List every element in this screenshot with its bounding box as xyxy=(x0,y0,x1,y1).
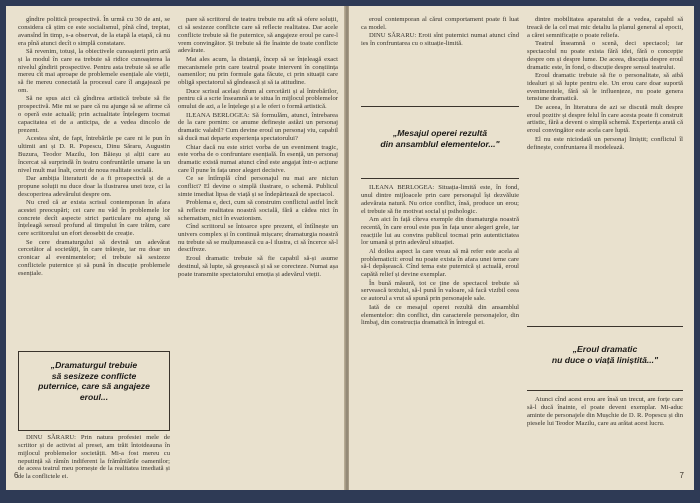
right-col1-top-text xyxy=(361,16,519,48)
paragraph: DINU SĂRARU: Prin natura profesiei mele de scriitor și de activist al presei, am trăit întotdeauna în mijlocul problemelor societății. Mi-a fost mereu cu neputință să rămîn indiferent la frămîntările oamenilor; de aceea teatrul meu pornește de la realitatea imediată și de la conflictele ei. xyxy=(18,434,170,481)
quote-line: „Eroul dramatic xyxy=(572,344,638,354)
paragraph: Să revenim, totuși, la obiectivele cunoașterii prin artă și la modul în care ea trebuie să ridice cunoașterea la nivelul gîndirii prospective. Pentru asta trebuie să se afle mereu cît mai aproape de problemele esențiale ale vieții, să fie mereu conectată la procesul care îl angajează pe om. xyxy=(18,47,170,95)
paragraph: Am aici în față cîteva exemple din dramaturgia noastră recentă, în care eroul este pus în fața unor alegeri grele, iar reacțiile lui au convins publicul tocmai prin autenticitatea lor umană și prin adevărul situației. xyxy=(361,215,519,247)
quote-line: puternice, care să angajeze xyxy=(38,381,150,392)
paragraph: De aceea, în literatura de azi se discută mult despre eroul pozitiv și despre felul în care acesta poate fi construit artistic, fără a deveni o simplă schemă. Experiența arată că eroul convingător este acela care luptă. xyxy=(527,103,683,135)
left-column-1 xyxy=(18,16,170,277)
left-col1-lower-text xyxy=(18,434,170,481)
paragraph: În bună măsură, tot ce ține de spectacol trebuie să servească textului, să-l pună în valoare, să facă vizibil ceea ce autorul a vrut să spună prin personajele sale. xyxy=(361,279,519,303)
paragraph: Al doilea aspect la care vreau să mă refer este acela al problematicii: eroul nu poate exista în afara unei teme care să-l depășească. Cînd tema este puternică și actuală, eroul capătă relief și devine exemplar. xyxy=(361,247,519,279)
right-column-2 xyxy=(527,16,683,274)
paragraph: Dar ambiția literaturii de a fi prospectivă și de a propune soluții nu duce doar la ilustrarea unei teze, ci la descoperirea adevărului despre om. xyxy=(18,174,170,198)
quote-line: nu duce o viață liniștită..." xyxy=(551,354,659,365)
paragraph: DINU SĂRARU: Eroii sînt puternici numai atunci cînd ies în confruntarea cu o situație-limită. xyxy=(361,32,519,48)
right-column-2-lower xyxy=(527,396,683,466)
paragraph: Mai ales acum, la distanță, încep să se înțeleagă exact mecanismele prin care teatrul poate interveni în conștiința oamenilor; nu prin formule gata făcute, ci prin situații care obligă spectatorul să gîndească și să ia atitudine. xyxy=(178,55,338,87)
paragraph: El nu este niciodată un personaj liniștit; conflictul îl definește, confruntarea îl modelează. xyxy=(527,135,683,151)
left-col2-text xyxy=(178,16,338,223)
paragraph: Ce se întîmplă cînd personajul nu mai are niciun conflict? El devine o simplă ilustrare, o schemă. Publicul simte imediat lipsa de viață și se îndepărtează de spectacol. xyxy=(178,175,338,199)
paragraph: dintre mobilitatea aparatului de a vedea, capabil să treacă de la cel mai mic detaliu la planul general al epocii, a cărei semnificație o poate reliefa. xyxy=(527,16,683,39)
paragraph: Se cere dramaturgului să devină un adevărat cercetător al societății, în care trăiește, iar nu doar un cronicar al evenimentelor; el trebuie să sesizeze conflictele puternice și să pună în discuție problemele esențiale. xyxy=(18,238,170,277)
right-col2-text xyxy=(527,16,683,151)
paragraph: Acestea sînt, de fapt, întrebările pe care ni le pun în ultimii ani și D. R. Popescu, Dinu Săraru, Augustin Buzura, Teodor Mazilu, Ion Băieșu și alții care au încercat să surprindă în teatru confruntările umane la un nivel mult mai înalt, cerut de noua realitate socială. xyxy=(18,135,170,174)
left-page xyxy=(6,6,348,490)
paragraph: Duce scrisul același drum al cercetării și al întrebărilor, pentru că a scrie înseamnă a te situa în mijlocul problemelor omului de azi, a le înțelege și a le oferi o formă artistică. xyxy=(178,87,338,111)
right-col1-text xyxy=(361,184,519,327)
paragraph: Cînd scriitorul se întoarce spre prezent, el întîlnește un univers complex și în continuă mișcare; dramaturgia noastră nu trebuie să se mulțumească cu a-l ilustra, ci să încerce să-l descifreze. xyxy=(178,222,338,254)
paragraph: Iată de ce mesajul operei rezultă din ansamblul elementelor: din conflict, din caracterele personajelor, din limbaj, din construcția dramatică în întregul ei. xyxy=(361,303,519,327)
right-page xyxy=(349,6,694,490)
quote-line: „Mesajul operei rezultă xyxy=(392,128,488,138)
left-column-2 xyxy=(178,16,338,468)
pull-quote-mesajul xyxy=(361,128,519,168)
page-number-right: 7 xyxy=(679,471,684,480)
paragraph: Să ne spus aici că gîndirea artistică trebuie să fie prospectivă. Mie mi se pare că nu ajunge să se afirme că o operă este actuală; prin actualitate înțelegem tocmai capacitatea ei de a anticipa, de a vedea dincolo de prezent. xyxy=(18,95,170,134)
page-number-left: 6 xyxy=(14,471,19,480)
quote-rule-top xyxy=(361,106,519,107)
quote-rule-bottom xyxy=(361,178,519,179)
quote2-rule-bottom xyxy=(527,390,683,391)
pull-quote-dramaturg xyxy=(18,351,170,431)
quote-line: „Dramaturgul trebuie xyxy=(50,360,138,370)
paragraph: ILEANA BERLOGEA: Situația-limită este, în fond, unul dintre mijloacele prin care personajul își dezvăluie adevărata natură. Nu orice conflict, însă, produce un erou; el trebuie să fie motivat social și psihologic. xyxy=(361,184,519,215)
paragraph: Teatrul înseamnă o scenă, deci spectacol; iar spectacolul nu poate exista fără idei, fără o concepție despre om și despre lume. De aceea, discuția despre eroul dramatic este, în fond, o discuție despre sensul teatrului. xyxy=(527,40,683,71)
right-column-1 xyxy=(361,184,519,474)
left-col1-text xyxy=(18,16,170,278)
pull-quote-eroul xyxy=(527,344,683,384)
paragraph: Problema e, deci, cum să construim conflictul astfel încît să reflecte realitatea noastră socială, fără a cădea nici în schematism, nici în evazionism. xyxy=(178,199,338,223)
paragraph: Nu cred că ar exista scrisul contemporan în afara acestei preocupări; cei care nu văd în problemele lor concrete decît aspecte strict particulare nu ajung să înțeleagă sensul profund al timpului în care trăim, care cere scriitorului un efort deosebit de creație. xyxy=(18,198,170,238)
paragraph: pare să scriitorul de teatru trebuie nu atît să ofere soluții, ci să sesizeze conflicte care să reflecte realitatea. Dar acele conflicte trebuie să fie puternice, să angajeze eroul pe care-l vrem convingător. Și trebuie să fie înainte de toate conflicte adevărate. xyxy=(178,16,338,55)
left-column-1-lower xyxy=(18,434,170,481)
paragraph: Chiar dacă nu este strict vorba de un eveniment tragic, este vorba de o confruntare esențială. În esență, un personaj dramatic există numai atunci cînd este angajat într-o acțiune care îl pune în fața unor alegeri decisive. xyxy=(178,143,338,175)
left-col2-lower-text xyxy=(178,223,338,278)
quote-line: să sesizeze conflicte xyxy=(51,370,137,381)
paragraph: ILEANA BERLOGEA: Să formulăm, atunci, întrebarea de la care pornim: ce anume definește astăzi un personaj dramatic valabil? Cum devine eroul un personaj viu, capabil să ducă mai departe experiența spectatorului? xyxy=(178,111,338,143)
right-column-1-top xyxy=(361,16,519,68)
paragraph: Atunci cînd acest erou are însă un trecut, are forțe care să-l ducă înainte, el poate deveni exemplar. Mi-aduc aminte de personajele din Mușchie de D. R. Popescu și din piesele lui Teodor Mazilu, care au arătat acest lucru. xyxy=(527,396,683,427)
quote2-rule-top xyxy=(527,326,683,327)
quote-line: eroul... xyxy=(79,391,109,402)
right-col2-lower-text xyxy=(527,396,683,427)
paragraph: eroul contemporan al cărui comportament poate fi luat ca model. xyxy=(361,16,519,31)
paragraph: Eroul dramatic trebuie să fie capabil să-și asume destinul, să lupte, să greșească și să se corecteze. Numai așa poate transmite spectatorului emoția și adevărul vieții. xyxy=(178,254,338,278)
quote-line: din ansamblul elementelor..." xyxy=(380,138,500,149)
paragraph: Eroul dramatic trebuie să fie o personalitate, să aibă idealuri și să lupte pentru ele. Un erou care doar suportă evenimentele, fără să le influențeze, nu poate genera tensiune dramatică. xyxy=(527,71,683,103)
paragraph: gîndire politică prospectivă. În urmă cu 30 de ani, se considera că știm ce este socialismul, pînă cînd, treptat, avansînd în timp, s-a observat, de la etapă la etapă, că nu era pînă atunci decît o simplă constatare. xyxy=(18,16,170,47)
